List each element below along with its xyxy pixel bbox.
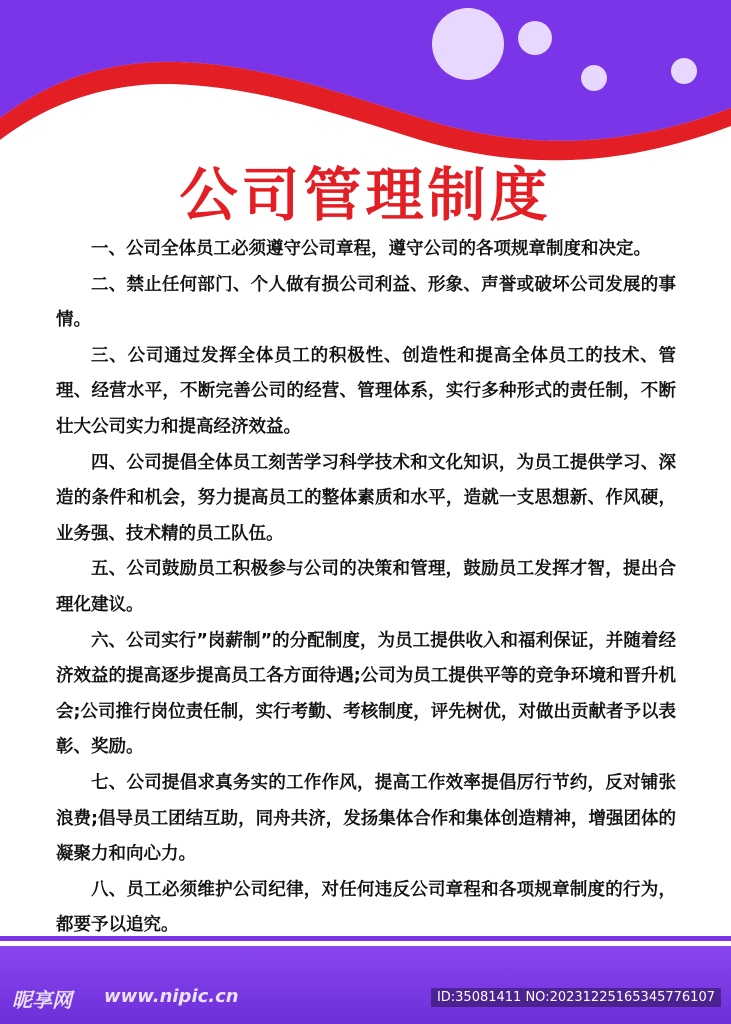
bubble-large bbox=[432, 8, 504, 80]
footer-divider bbox=[0, 936, 731, 941]
watermark-url: www.nipic.cn bbox=[104, 986, 239, 1007]
rule-paragraph-4: 四、公司提倡全体员工刻苦学习科学技术和文化知识，为员工提供学习、深造的条件和机会，努力提高员工的整体素质和水平，造就一支思想新、作风硬，业务强、技术精的员工队伍。 bbox=[56, 452, 676, 544]
page-title: 公司管理制度 bbox=[179, 161, 552, 229]
watermark-logo: 昵享网 bbox=[12, 988, 72, 1012]
watermark-id: ID:35081411 NO:20231225165345776107 bbox=[431, 988, 721, 1007]
rule-paragraph-1: 一、公司全体员工必须遵守公司章程，遵守公司的各项规章制度和决定。 bbox=[91, 239, 651, 259]
bubble-medium bbox=[518, 21, 552, 55]
bubble-right bbox=[671, 58, 697, 84]
footer-band bbox=[0, 946, 731, 1024]
rules-body bbox=[56, 232, 676, 944]
rule-paragraph-2: 二、禁止任何部门、个人做有损公司利益、形象、声誉或破坏公司发展的事情。 bbox=[56, 274, 676, 331]
rule-paragraph-7: 七、公司提倡求真务实的工作作风，提高工作效率提倡厉行节约，反对铺张浪费;倡导员工团结互助，同舟共济，发扬集体合作和集体创造精神，增强团体的凝聚力和向心力。 bbox=[56, 772, 676, 865]
bubble-small bbox=[581, 65, 607, 91]
rule-paragraph-5: 五、公司鼓励员工积极参与公司的决策和管理，鼓励员工发挥才智，提出合理化建议。 bbox=[56, 559, 676, 615]
rule-paragraph-3: 三、公司通过发挥全体员工的积极性、创造性和提高全体员工的技术、管理、经营水平，不断完善公司的经营、管理体系，实行多种形式的责任制，不断壮大公司实力和提高经济效益。 bbox=[56, 345, 676, 437]
rule-paragraph-8: 八、员工必须维护公司纪律，对任何违反公司章程和各项规章制度的行为，都要予以追究。 bbox=[56, 879, 676, 936]
rule-paragraph-6: 六、公司实行”岗薪制”的分配制度，为员工提供收入和福利保证，并随着经济效益的提高逐步提高员工各方面待遇;公司为员工提供平等的竞争环境和晋升机会;公司推行岗位责任制，实行考勤、考核制度，评先树优，对做出贡献者予以表彰、奖励。 bbox=[56, 630, 676, 758]
